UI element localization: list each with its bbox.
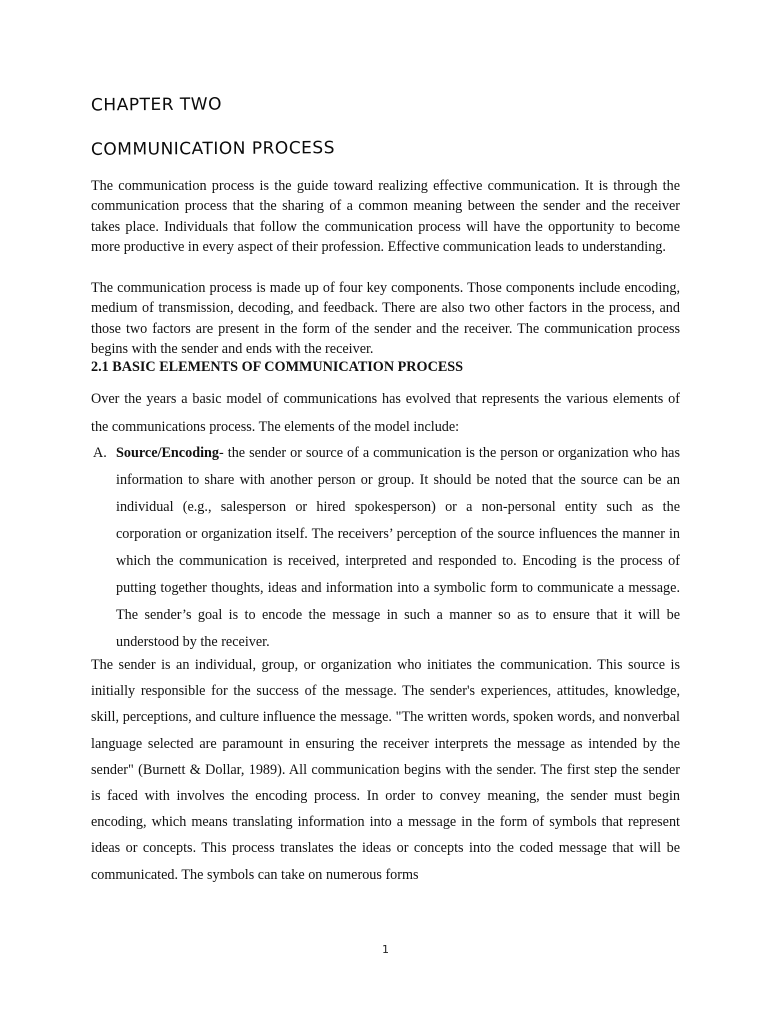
page-number: 1 — [382, 943, 389, 956]
chapter-label: CHAPTER TWO — [90, 94, 223, 116]
list-marker: A. — [93, 445, 107, 461]
section-heading: 2.1 BASIC ELEMENTS OF COMMUNICATION PROCESS — [91, 359, 464, 375]
intro-paragraph-2: The communication process is made up of four key components. Those components include encoding, medium of transmission, decoding, and feedback. There are also two other factors in the process, and those two factors are present in the form of the sender and the receiver. The communication process begins with the sender and ends with the receiver. — [91, 280, 680, 357]
list-item — [91, 440, 680, 656]
sender-paragraph: The sender is an individual, group, or organization who initiates the communication. This source is initially responsible for the success of the message. The sender's experiences, attitudes, knowledge, skill, perceptions, and culture influence the message. "The written words, spoken words, and nonverbal language selected are paramount in ensuring the receiver interprets the message as intended by the sender" (Burnett & Dollar, 1989). All communication begins with the sender. The first step the sender is faced with involves the encoding process. In order to convey meaning, the sender must begin encoding, which means translating information into a message in the form of symbols that represent ideas or concepts. This process translates the ideas or concepts into the coded message that will be communicated. The symbols can take on numerous forms — [91, 657, 680, 883]
list-text: - the sender or source of a communication is the person or organization who has information to share with another person or group. It should be noted that the source can be an individual (e.g., salesperson or hired spokesperson) or a non-personal entity such as the corporation or organization itself. The receivers’ perception of the source influences the manner in which the communication is received, interpreted and responded to. Encoding is the process of putting together thoughts, ideas and information into a symbolic form to communicate a message. The sender’s goal is to encode the message in such a manner so as to ensure that it will be understood by the receiver. — [116, 445, 680, 650]
list-item-body — [116, 440, 680, 656]
section-intro: Over the years a basic model of communications has evolved that represents the various elements of the communications process. The elements of the model include: — [91, 391, 680, 435]
chapter-title: COMMUNICATION PROCESS — [90, 138, 336, 160]
list-term: Source/Encoding — [116, 445, 220, 461]
intro-paragraph-1: The communication process is the guide toward realizing effective communication. It is through the communication process that the sharing of a common meaning between the sender and the receiver takes place. Individuals that follow the communication process will have the opportunity to become more productive in every aspect of their profession. Effective communication leads to understanding. — [91, 178, 680, 255]
document-page — [91, 0, 680, 1024]
